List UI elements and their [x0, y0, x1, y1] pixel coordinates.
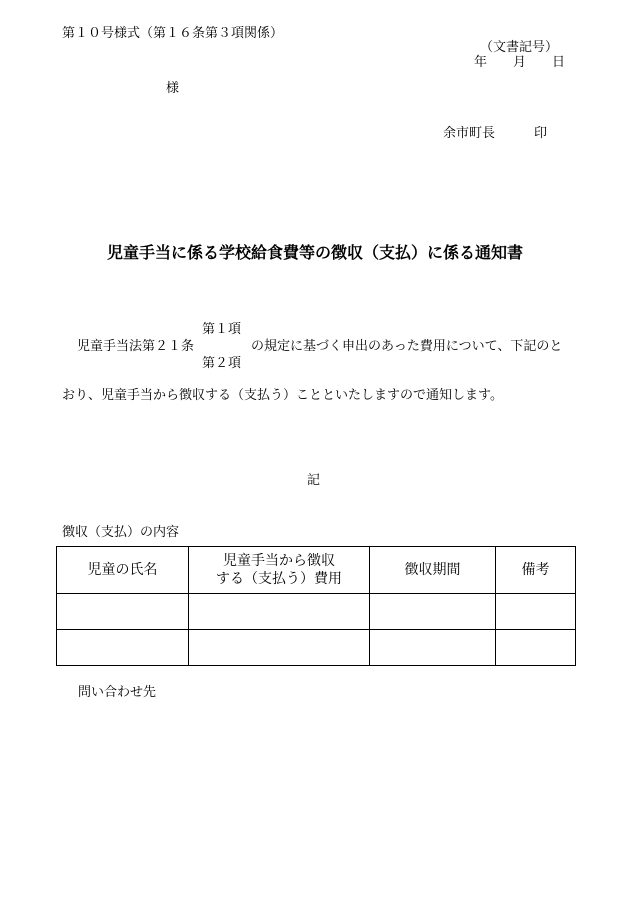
note-heading: 記 — [307, 473, 321, 488]
contact-label: 問い合わせ先 — [78, 685, 157, 700]
header-fee-line-2: する（支払う）費用 — [216, 571, 342, 587]
issue-date: 年 月 日 — [474, 55, 566, 70]
cell-child-name — [57, 630, 189, 666]
law-name: 児童手当法第２１条 — [77, 339, 195, 354]
document-title: 児童手当に係る学校給食費等の徴収（支払）に係る通知書 — [106, 243, 523, 262]
section-label: 徴収（支払）の内容 — [62, 525, 180, 540]
clause-2: 第２項 — [202, 356, 242, 371]
header-fee — [189, 547, 370, 594]
cell-period — [370, 594, 496, 630]
sender-name: 余市町長 — [443, 126, 496, 141]
header-child-name: 児童の氏名 — [57, 547, 189, 594]
content-table — [56, 546, 576, 666]
header-fee-line-1: 児童手当から徴収 — [223, 553, 335, 569]
header-period: 徴収期間 — [370, 547, 496, 594]
body-line-1: の規定に基づく申出のあった費用について、下記のと — [251, 339, 563, 354]
cell-fee — [189, 594, 370, 630]
cell-child-name — [57, 594, 189, 630]
cell-remarks — [496, 594, 576, 630]
header-remarks: 備考 — [496, 547, 576, 594]
table-row — [57, 594, 576, 630]
table-row — [57, 630, 576, 666]
form-number: 第１０号様式（第１６条第３項関係） — [62, 26, 284, 41]
addressee-suffix: 様 — [166, 81, 180, 96]
table-header-row — [57, 547, 576, 594]
clause-1: 第１項 — [202, 322, 242, 337]
cell-remarks — [496, 630, 576, 666]
cell-period — [370, 630, 496, 666]
document-number: （文書記号） — [480, 40, 559, 55]
cell-fee — [189, 630, 370, 666]
seal-mark: 印 — [534, 126, 548, 141]
body-line-2: おり、児童手当から徴収する（支払う）ことといたしますので通知します。 — [62, 388, 503, 403]
